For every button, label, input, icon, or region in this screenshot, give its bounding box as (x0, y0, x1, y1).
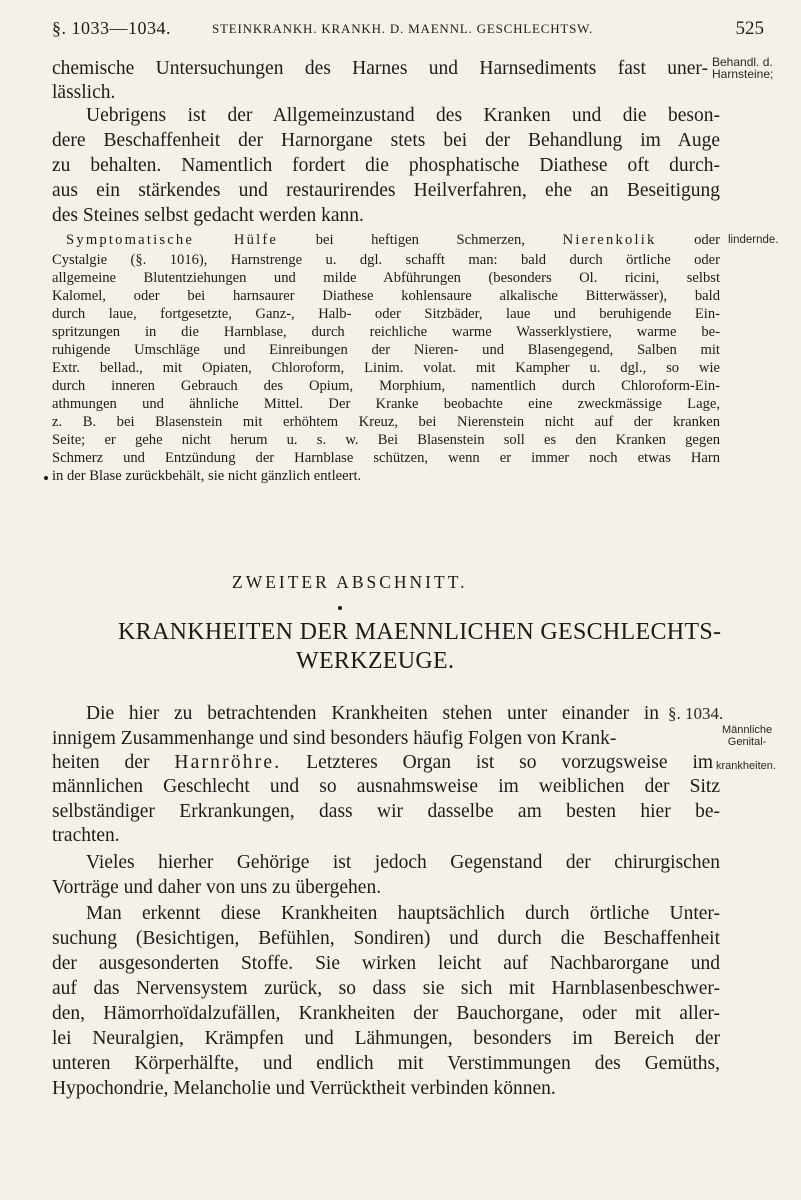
text-line: durch laue, fortgesetzte, Ganz-, Halb- oder Sitzbäder, laue und beruhigende Ein- (52, 306, 720, 322)
section-title-line2: WERKZEUGE. (296, 648, 455, 674)
text-line: Seite; er gehe nicht herum u. s. w. Bei Blasenstein soll es den Kranken gegen (52, 432, 720, 448)
margin-note-lindernde: lindernde. (728, 234, 779, 246)
text-line: trachten. (52, 825, 120, 846)
text-line: selbständiger Erkrankungen, dass wir dasselbe am besten hier be- (52, 801, 720, 822)
text-line: Vieles hierher Gehörige ist jedoch Gegenstand der chirurgischen (86, 852, 720, 873)
margin-note-maennliche (722, 724, 772, 748)
section-title-line1: KRANKHEITEN DER MAENNLICHEN GESCHLECHTS- (118, 619, 722, 645)
margin-note-behandl (712, 56, 773, 80)
text-line: lei Neuralgien, Krämpfen und Lähmungen, besonders im Bereich der (52, 1028, 720, 1049)
text-line: suchung (Besichtigen, Befühlen, Sondiren) und durch die Beschaffenheit (52, 928, 720, 949)
term-nierenkolik: Nierenkolik (562, 232, 657, 248)
text-line: männlichen Geschlecht und so ausnahmsweise im weiblichen der Sitz (52, 776, 720, 797)
text-line: Schmerz und Entzündung der Harnblase schützen, wenn er immer noch etwas Harn (52, 450, 720, 466)
text-line: Uebrigens ist der Allgemeinzustand des Kranken und die beson- (86, 105, 720, 126)
text-line: der ausgesonderten Stoffe. Sie wirken leicht auf Nachbarorgane und (52, 953, 720, 974)
text-line: des Steines selbst gedacht werden kann. (52, 205, 364, 226)
text-line: in der Blase zurückbehält, sie nicht gänzlich entleert. (52, 468, 362, 484)
text-line: Vorträge und daher von uns zu übergehen. (52, 877, 382, 898)
section-heading: ZWEITER ABSCHNITT. (232, 572, 468, 592)
header-section-label: §. 1033—1034. (52, 18, 171, 38)
text-line: Kalomel, oder bei harnsaurer Diathese kohlensaure alkalische Bitterwässer), bald (52, 288, 720, 304)
running-header (52, 18, 764, 48)
header-page-number: 525 (735, 18, 764, 39)
text-line: zu behalten. Namentlich fordert die phosphatische Diathese oft durch- (52, 155, 720, 176)
text-line: dere Beschaffenheit der Harnorgane stets bei der Behandlung im Auge (52, 130, 720, 151)
margin-note-line: Männliche (722, 724, 773, 736)
text-line (66, 232, 720, 249)
text-line: Man erkennt diese Krankheiten hauptsächlich durch örtliche Unter- (86, 903, 720, 924)
margin-note-line: Behandl. d. (712, 55, 773, 69)
text-line: athmungen und ähnliche Mittel. Der Kranke beobachte eine zweckmässige Lage, (52, 396, 720, 412)
text-line: durch inneren Gebrauch des Opium, Morphium, namentlich durch Chloroform-Ein- (52, 378, 720, 394)
heiten-rest: Letzteres Organ ist so vorzugsweise im (306, 752, 714, 773)
spaced-lead: Symptomatische Hülfe (66, 232, 279, 248)
text-line: Die hier zu betrachtenden Krankheiten stehen unter einander in (86, 703, 659, 724)
text-line: Extr. bellad., mit Opiaten, Chloroform, Linim. volat. mit Kampher u. dgl., so wie (52, 360, 720, 376)
text-line: lässlich. (52, 82, 116, 103)
text-line: allgemeine Blutentziehungen und milde Abführungen (besonders Ol. ricini, selbst (52, 270, 720, 286)
header-running-title: STEINKRANKH. KRANKH. D. MAENNL. GESCHLECHTSW. (212, 21, 594, 36)
bullet-dot (44, 476, 48, 480)
text-line: ruhigende Umschläge und Einreibungen der Nieren- und Blasengegend, Salben mit (52, 342, 720, 358)
text-line: Hypochondrie, Melancholie und Verrücktheit verbinden können. (52, 1078, 556, 1099)
text-line: z. B. bei Blasenstein mit erhöhtem Kreuz, bei Nierenstein nicht auf der kranken (52, 414, 720, 430)
text-line: unteren Körperhälfte, und endlich mit Verstimmungen des Gemüths, (52, 1053, 720, 1074)
text-line: aus ein stärkendes und restaurirendes Heilverfahren, ehe an Beseitigung (52, 180, 720, 201)
term-harnroehre: Harnröhre. (174, 752, 282, 773)
heiten-part-a: heiten der (52, 752, 150, 773)
margin-note-section: §. 1034. (668, 704, 724, 723)
text-line: spritzungen in die Harnblase, durch reichliche warme Wasserklystiere, warme be- (52, 324, 720, 340)
ornament-dot (338, 606, 342, 610)
text-line: innigem Zusammenhange und sind besonders häufig Folgen von Krank- (52, 728, 617, 749)
text-line: auf das Nervensystem zurück, so dass sie sich mit Harnblasenbeschwer- (52, 978, 720, 999)
text-line: den, Hämorrhoïdalzufällen, Krankheiten der Bauchorgane, oder mit aller- (52, 1003, 720, 1024)
text-line: Cystalgie (§. 1016), Harnstrenge u. dgl. schafft man: bald durch örtliche oder (52, 252, 720, 268)
margin-note-line: Harnsteine; (712, 67, 774, 81)
lead-rest: bei heftigen Schmerzen, (315, 232, 525, 248)
text-line (52, 752, 713, 774)
margin-note-line: Genital- (727, 736, 767, 748)
text-line: chemische Untersuchungen des Harnes und Harnsediments fast uner- (52, 58, 708, 79)
after-term: oder (694, 232, 721, 248)
margin-note-krankheiten: krankheiten. (716, 760, 776, 772)
